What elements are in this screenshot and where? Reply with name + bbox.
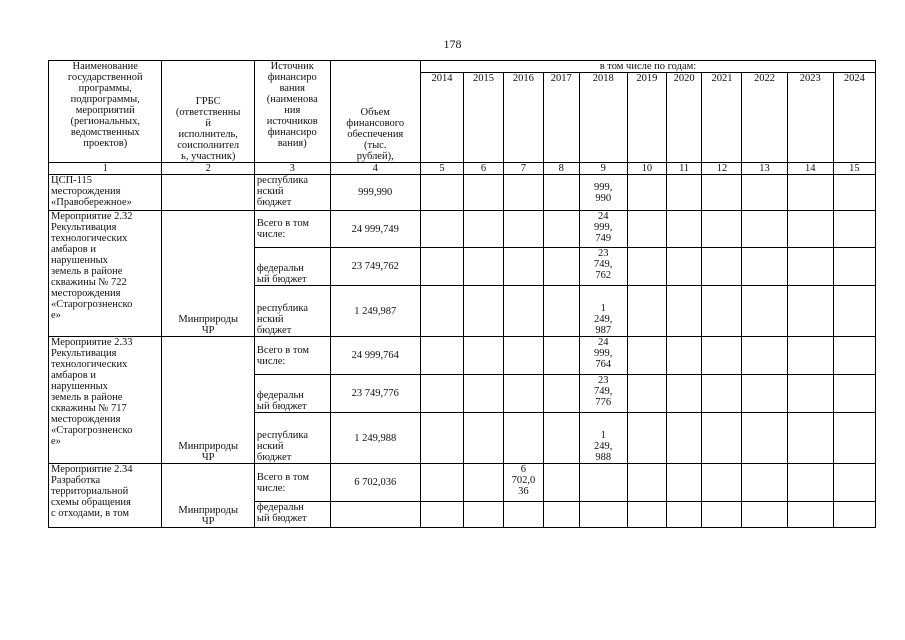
year-cell: [627, 211, 666, 248]
program-name-cell: ЦСП-115 месторождения «Правобережное»: [49, 175, 162, 211]
funding-source-cell: федеральн ый бюджет: [254, 248, 330, 286]
year-cell: [702, 211, 742, 248]
header-year: 2021: [702, 73, 742, 163]
column-number: 1: [49, 163, 162, 175]
year-cell: [420, 175, 463, 211]
year-cell: [503, 375, 543, 413]
year-2018-cell: 999, 990: [579, 175, 627, 211]
year-cell: [464, 248, 504, 286]
year-cell: [503, 248, 543, 286]
total-cell: 999,990: [330, 175, 420, 211]
year-cell: [464, 211, 504, 248]
funding-source-cell: федеральн ый бюджет: [254, 502, 330, 528]
year-cell: [627, 175, 666, 211]
year-cell: [503, 211, 543, 248]
year-2018-cell: 23 749, 762: [579, 248, 627, 286]
table-row: [49, 337, 876, 375]
year-cell: [666, 502, 702, 528]
header-year: 2015: [464, 73, 504, 163]
header-total-volume: Объем финансового обеспечения (тыс. рублей),: [330, 61, 420, 163]
column-number: 12: [702, 163, 742, 175]
year-cell: [464, 413, 504, 464]
column-number: 6: [464, 163, 504, 175]
year-cell: [543, 413, 579, 464]
total-cell: 23 749,776: [330, 375, 420, 413]
header-year: 2024: [833, 73, 875, 163]
program-name-cell: Мероприятие 2.34 Разработка территориальной схемы обращения с отходами, в том: [49, 464, 162, 528]
header-year: 2017: [543, 73, 579, 163]
column-number: 15: [833, 163, 875, 175]
total-cell: 1 249,987: [330, 286, 420, 337]
grbs-cell: Минприроды ЧР: [162, 337, 254, 464]
total-cell: 24 999,749: [330, 211, 420, 248]
year-cell: [833, 211, 875, 248]
year-cell: [420, 502, 463, 528]
year-2018-cell: 1 249, 988: [579, 413, 627, 464]
year-cell: [503, 337, 543, 375]
funding-source-cell: республика нский бюджет: [254, 286, 330, 337]
column-number: 3: [254, 163, 330, 175]
year-cell: [666, 286, 702, 337]
year-cell: [543, 211, 579, 248]
header-grbs: ГРБС (ответственны й исполнитель, соисполнител ь, участник): [162, 61, 254, 163]
year-cell: [742, 337, 787, 375]
year-cell: [420, 248, 463, 286]
year-cell: [666, 248, 702, 286]
year-cell: [666, 175, 702, 211]
year-cell: [627, 248, 666, 286]
year-cell: [420, 337, 463, 375]
column-numbers-row: [49, 163, 876, 175]
year-cell: [666, 337, 702, 375]
year-cell: [833, 248, 875, 286]
year-cell: [787, 502, 833, 528]
budget-table: [48, 60, 876, 528]
year-2018-cell: 24 999, 749: [579, 211, 627, 248]
header-years-group: в том числе по годам:: [420, 61, 875, 73]
year-cell: [787, 413, 833, 464]
year-cell: [702, 464, 742, 502]
total-cell: 23 749,762: [330, 248, 420, 286]
year-cell: [627, 375, 666, 413]
year-cell: [543, 375, 579, 413]
column-number: 4: [330, 163, 420, 175]
column-number: 9: [579, 163, 627, 175]
header-year: 2020: [666, 73, 702, 163]
year-cell: [833, 413, 875, 464]
column-number: 7: [503, 163, 543, 175]
program-name-cell: Мероприятие 2.33 Рекультивация технологических амбаров и нарушенных земель в районе скважины № 717 месторождения «Старогрозненско е»: [49, 337, 162, 464]
year-2018-cell: 24 999, 764: [579, 337, 627, 375]
table-row: [49, 211, 876, 248]
year-cell: [742, 502, 787, 528]
column-number: 11: [666, 163, 702, 175]
year-cell: [833, 375, 875, 413]
year-cell: [420, 413, 463, 464]
year-cell: [503, 286, 543, 337]
year-cell: [787, 337, 833, 375]
year-cell: [503, 502, 543, 528]
year-cell: [464, 375, 504, 413]
year-cell: [833, 286, 875, 337]
year-cell: [579, 502, 627, 528]
year-cell: [627, 413, 666, 464]
year-cell: [579, 464, 627, 502]
year-cell: [742, 375, 787, 413]
year-cell: [666, 464, 702, 502]
grbs-cell: Минприроды ЧР: [162, 211, 254, 337]
year-cell: [742, 464, 787, 502]
year-cell: [702, 502, 742, 528]
table-row: [49, 464, 876, 502]
total-cell: 24 999,764: [330, 337, 420, 375]
year-cell: [702, 175, 742, 211]
header-year: 2023: [787, 73, 833, 163]
table-row: [49, 175, 876, 211]
header-year: 2018: [579, 73, 627, 163]
year-cell: [787, 211, 833, 248]
column-number: 2: [162, 163, 254, 175]
year-cell: [833, 337, 875, 375]
column-number: 8: [543, 163, 579, 175]
year-cell: [742, 286, 787, 337]
total-cell: [330, 502, 420, 528]
year-cell: [702, 286, 742, 337]
year-cell: [742, 248, 787, 286]
year-cell: [420, 286, 463, 337]
year-cell: [627, 502, 666, 528]
year-cell: [464, 286, 504, 337]
year-2018-cell: 1 249, 987: [579, 286, 627, 337]
column-number: 13: [742, 163, 787, 175]
header-funding-source: Источник финансиро вания (наименова ния источников финансиро вания): [254, 61, 330, 163]
year-cell: [503, 413, 543, 464]
year-cell: [420, 375, 463, 413]
year-cell: [543, 248, 579, 286]
funding-source-cell: Всего в том числе:: [254, 464, 330, 502]
year-cell: [787, 375, 833, 413]
year-cell: [742, 175, 787, 211]
header-program-name: Наименование государственной программы, подпрограммы, мероприятий (региональных, ведомственных проектов): [49, 61, 162, 163]
column-number: 10: [627, 163, 666, 175]
year-cell: [833, 502, 875, 528]
year-cell: [420, 211, 463, 248]
year-cell: [543, 464, 579, 502]
year-cell: [787, 286, 833, 337]
year-cell: [787, 464, 833, 502]
year-cell: [833, 175, 875, 211]
year-cell: [787, 248, 833, 286]
year-cell: [742, 413, 787, 464]
year-cell: [464, 337, 504, 375]
total-cell: 6 702,036: [330, 464, 420, 502]
year-cell: [666, 375, 702, 413]
grbs-cell: [162, 175, 254, 211]
year-cell: [666, 413, 702, 464]
year-cell: [627, 337, 666, 375]
column-number: 5: [420, 163, 463, 175]
funding-source-cell: республика нский бюджет: [254, 175, 330, 211]
year-cell: [627, 464, 666, 502]
year-cell: [702, 337, 742, 375]
year-cell: [702, 248, 742, 286]
year-cell: [702, 375, 742, 413]
year-cell: [543, 286, 579, 337]
header-year: 2022: [742, 73, 787, 163]
year-cell: [702, 413, 742, 464]
year-cell: [787, 175, 833, 211]
grbs-cell: Минприроды ЧР: [162, 464, 254, 528]
year-cell: [503, 175, 543, 211]
program-name-cell: Мероприятие 2.32 Рекультивация технологических амбаров и нарушенных земель в районе скважины № 722 месторождения «Старогрозненско е»: [49, 211, 162, 337]
header-year: 2019: [627, 73, 666, 163]
page-number: 178: [443, 37, 462, 51]
year-cell: [420, 464, 463, 502]
year-cell: [464, 502, 504, 528]
year-cell: [543, 175, 579, 211]
funding-source-cell: Всего в том числе:: [254, 337, 330, 375]
year-2018-cell: 23 749, 776: [579, 375, 627, 413]
year-cell: [464, 175, 504, 211]
year-cell: [833, 464, 875, 502]
total-cell: 1 249,988: [330, 413, 420, 464]
year-cell: [627, 286, 666, 337]
funding-source-cell: федеральн ый бюджет: [254, 375, 330, 413]
header-year: 2014: [420, 73, 463, 163]
year-cell: [666, 211, 702, 248]
funding-source-cell: Всего в том числе:: [254, 211, 330, 248]
header-row: [49, 61, 876, 73]
funding-source-cell: республика нский бюджет: [254, 413, 330, 464]
year-cell: [543, 502, 579, 528]
year-cell: [742, 211, 787, 248]
year-2016-cell: 6 702,0 36: [503, 464, 543, 502]
year-cell: [464, 464, 504, 502]
column-number: 14: [787, 163, 833, 175]
year-cell: [543, 337, 579, 375]
header-year: 2016: [503, 73, 543, 163]
